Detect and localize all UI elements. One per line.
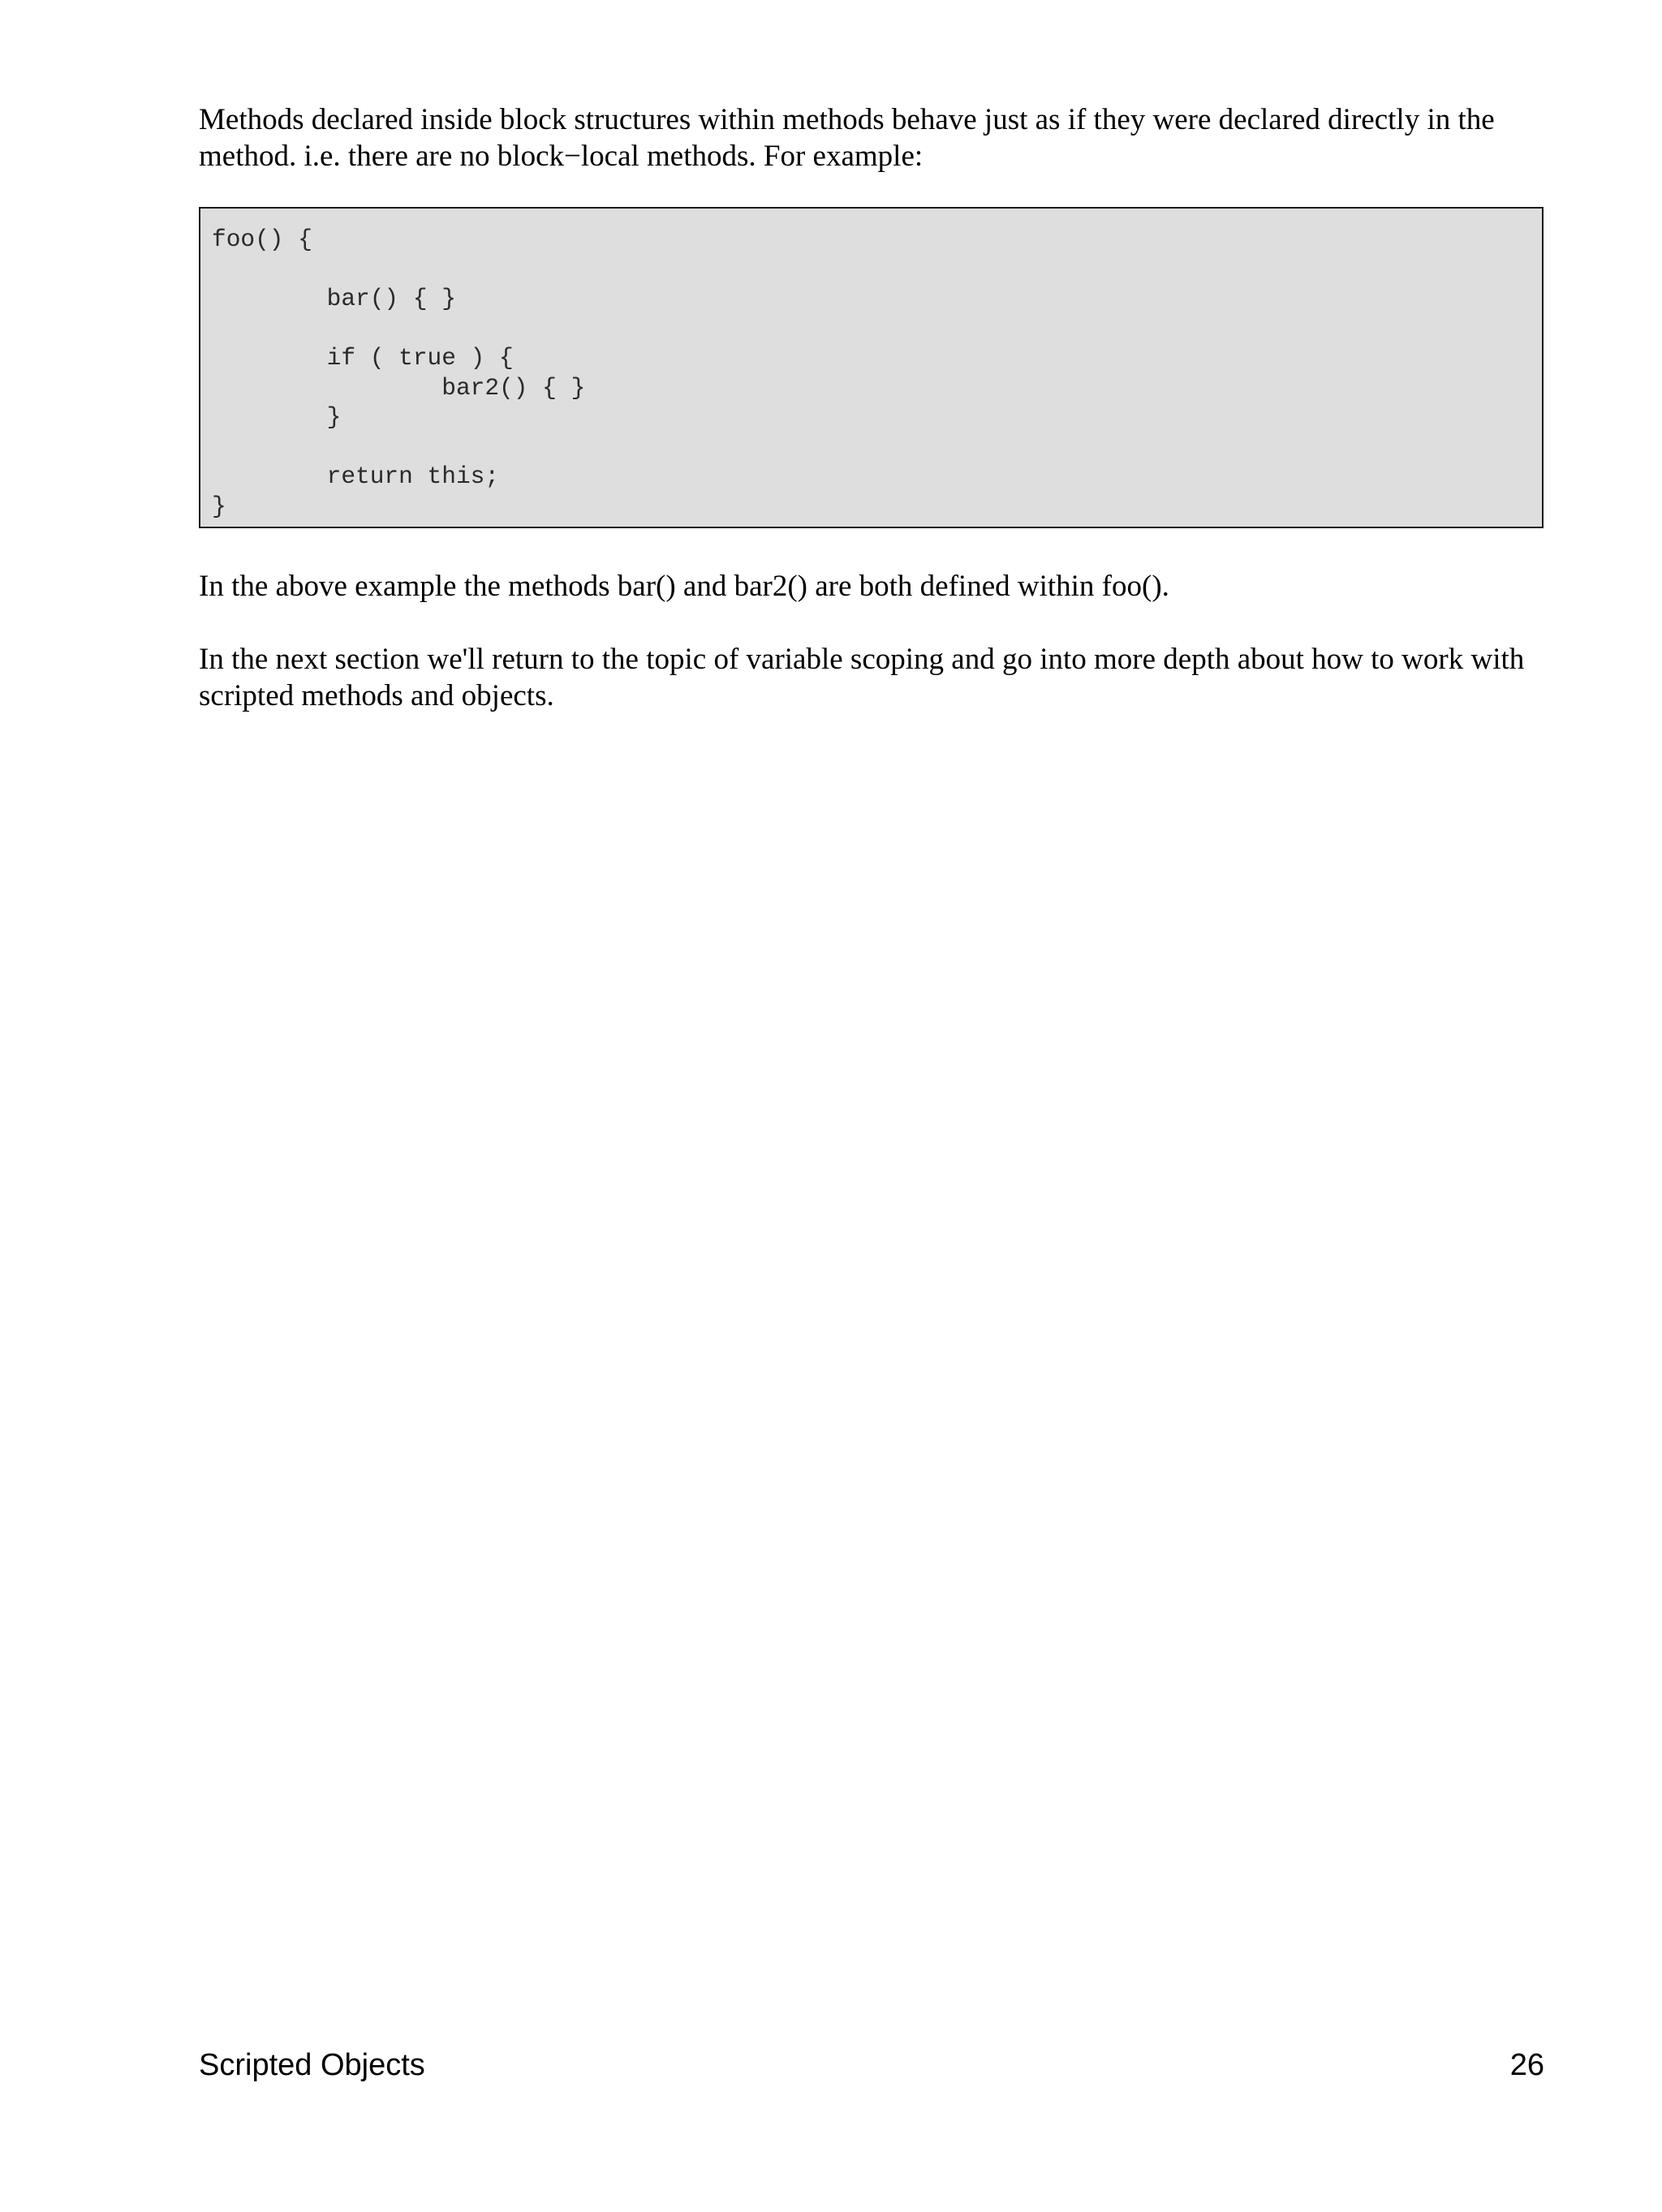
next-section-paragraph: In the next section we'll return to the topic of variable scoping and go into more depth about how to work with scripted methods and objects. xyxy=(199,643,1525,712)
footer-page-number: 26 xyxy=(1509,2048,1544,2082)
code-example-text: foo() { bar() { } if ( true ) { bar2() { } } return this; } xyxy=(212,226,586,520)
intro-paragraph: Methods declared inside block structures within methods behave just as if they were declared directly in the method. i.e. there are no block−local methods. For example: xyxy=(199,103,1495,173)
footer-section-title: Scripted Objects xyxy=(199,2048,425,2082)
explanation-paragraph: In the above example the methods bar() and bar2() are both defined within foo(). xyxy=(199,570,1169,603)
code-example-block xyxy=(199,207,1544,528)
